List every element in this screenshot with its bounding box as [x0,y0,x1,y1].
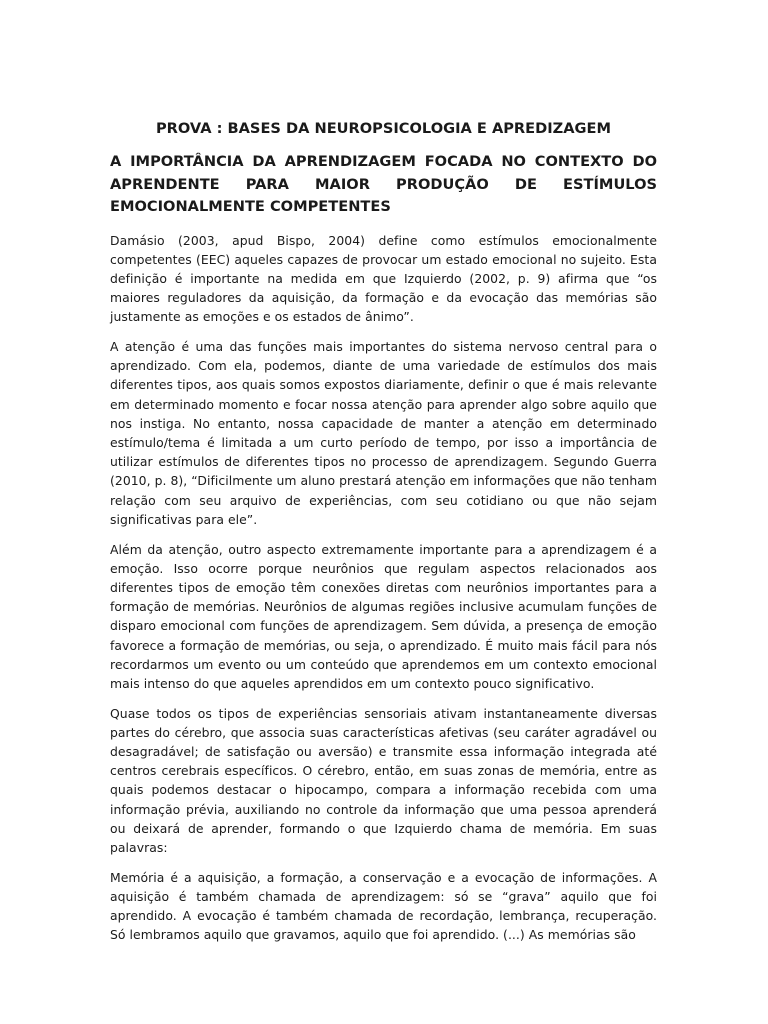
paragraph-3: Além da atenção, outro aspecto extremamente importante para a aprendizagem é a emoção. Isso ocorre porque neurônios que regulam aspectos relacionados aos diferentes tipos de emoção têm conexões diretas com neurônios importantes para a formação de memórias. Neurônios de algumas regiões inclusive acumulam funções de disparo emocional com funções de aprendizagem. Sem dúvida, a presença de emoção favorece a formação de memórias, ou seja, o aprendizado. É muito mais fácil para nós recordarmos um evento ou um conteúdo que aprendemos em um contexto emocional mais intenso do que aqueles aprendidos em um contexto pouco significativo. [110,541,657,691]
paragraph-4: Quase todos os tipos de experiências sensoriais ativam instantaneamente diversas partes do cérebro, que associa suas características afetivas (seu caráter agradável ou desagradável; de satisfação ou aversão) e transmite essa informação integrada até centros cerebrais específicos. O cérebro, então, em suas zonas de memória, entre as quais podemos destacar o hipocampo, compara a informação recebida com uma informação prévia, auxiliando no controle da informação que uma pessoa aprenderá ou deixará de aprender, formando o que Izquierdo chama de memória. Em suas palavras: [110,705,657,856]
paragraph-5-quote: Memória é a aquisição, a formação, a conservação e a evocação de informações. A aquisição é também chamada de aprendizagem: só se “grava” aquilo que foi aprendido. A evocação é também chamada de recordação, lembrança, recuperação. Só lembramos aquilo que gravamos, aquilo que foi aprendido. (...) As memórias são [110,869,657,943]
document-heading: A IMPORTÂNCIA DA APRENDIZAGEM FOCADA NO CONTEXTO DO APRENDENTE PARA MAIOR PRODUÇÃO DE ESTÍMULOS EMOCIONALMENTE COMPETENTES [110,153,657,215]
document-title: PROVA : BASES DA NEUROPSICOLOGIA E APREDIZAGEM [155,120,612,137]
paragraph-1: Damásio (2003, apud Bispo, 2004) define como estímulos emocionalmente competentes (EEC) aqueles capazes de provocar um estado emocional no sujeito. Esta definição é importante na medida em que Izquierdo (2002, p. 9) afirma que “os maiores reguladores da aquisição, da formação e da evocação das memórias são justamente as emoções e os estados de ânimo”. [110,232,657,325]
document-page [110,118,657,955]
paragraph-2: A atenção é uma das funções mais importantes do sistema nervoso central para o aprendizado. Com ela, podemos, diante de uma variedade de estímulos dos mais diferentes tipos, aos quais somos expostos diariamente, definir o que é mais relevante em determinado momento e focar nossa atenção para aprender algo sobre aquilo que nos instiga. No entanto, nossa capacidade de manter a atenção em determinado estímulo/tema é limitada a um curto período de tempo, por isso a importância de utilizar estímulos de diferentes tipos no processo de aprendizagem. Segundo Guerra (2010, p. 8), “Dificilmente um aluno prestará atenção em informações que não tenham relação com seu arquivo de experiências, com seu cotidiano ou que não sejam significativas para ele”. [110,339,657,527]
